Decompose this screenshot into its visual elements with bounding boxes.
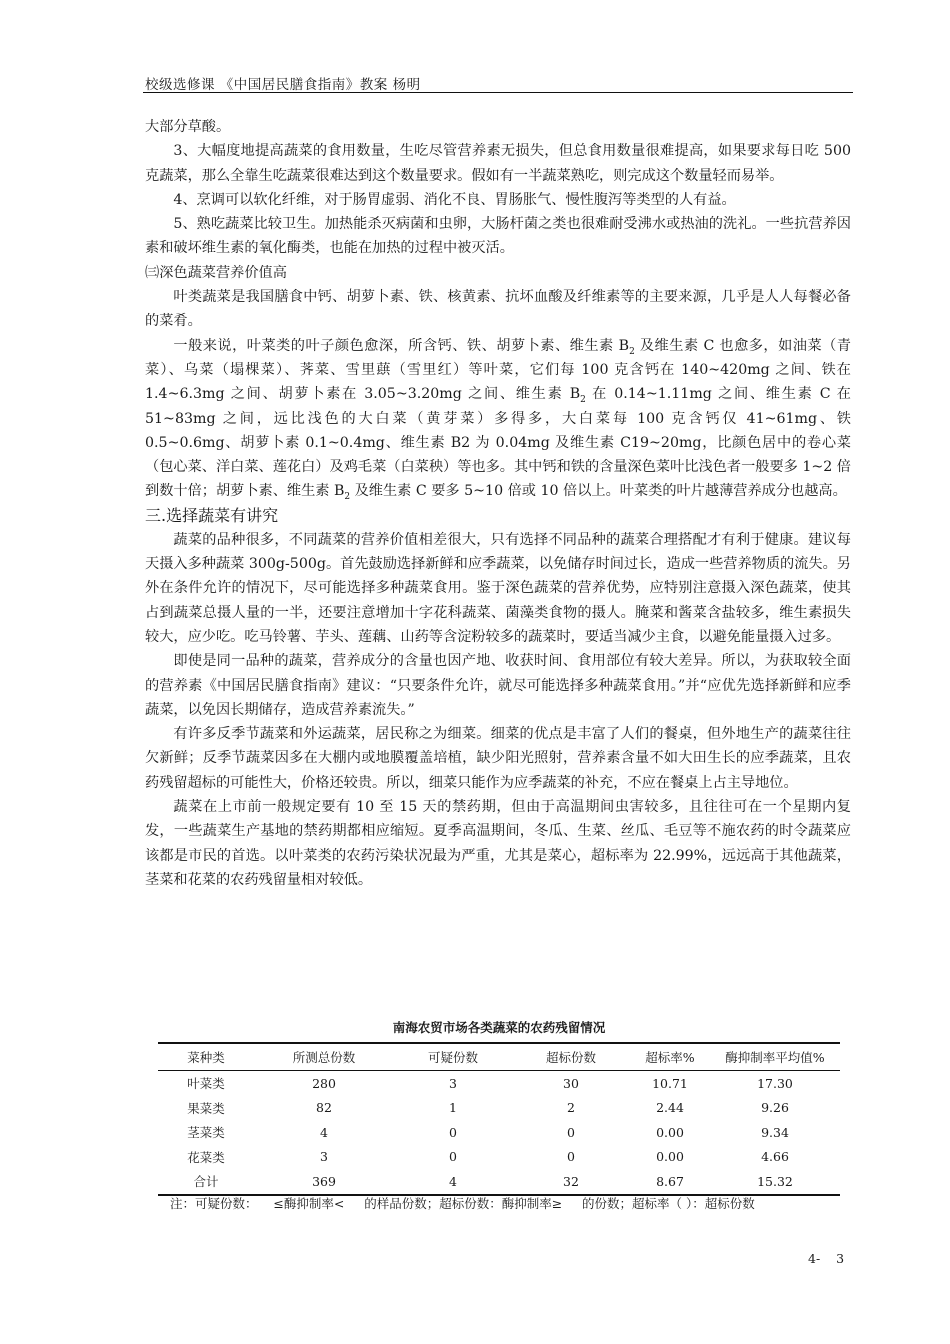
paragraph [145, 334, 851, 504]
table-total-row [158, 1169, 840, 1195]
table-cell: 280 [312, 1075, 336, 1091]
text-run: 一般来说，叶菜类的叶子颜色愈深，所含钙、铁、胡萝卜素、维生素 B [173, 337, 630, 354]
text-run: 及维生素 C 也愈多，如油菜（青菜）、乌菜（塌棵菜）、荠菜、雪里蕻（雪里红）等叶菜，它们每 100 克含钙在 140~420mg 之间、铁在 1.4~6.3mg 之间、胡萝卜素在 3.05~3.20mg 之间、维生素 B [145, 337, 851, 403]
table-cell: 15.32 [757, 1173, 793, 1189]
table-row [158, 1071, 840, 1096]
table-cell: 9.34 [761, 1124, 789, 1140]
table-row [158, 1120, 840, 1145]
table-footnote: 注：可疑份数： ≤酶抑制率< 的样品份数；超标份数：酶抑制率≥ 的份数；超标率（ ）：超标份数 [170, 1196, 755, 1211]
data-table [158, 1042, 840, 1196]
table-row [158, 1096, 840, 1121]
column-header: 超标份数 [545, 1050, 596, 1065]
table-cell: 果菜类 [187, 1100, 225, 1116]
header-rule [143, 92, 853, 93]
section-heading: 三.选择蔬菜有讲究 [145, 505, 279, 525]
page-header: 校级选修课 《中国居民膳食指南》教案 杨明 [145, 77, 421, 93]
subscript: 2 [580, 395, 586, 406]
paragraph: 大部分草酸。 [145, 119, 231, 135]
table-cell: 32 [563, 1173, 579, 1189]
table-cell: 10.71 [652, 1075, 688, 1091]
table-cell: 叶菜类 [187, 1076, 225, 1092]
table-header-row [158, 1043, 840, 1071]
table-cell: 0 [567, 1149, 575, 1165]
subsection-heading: ㈢深色蔬菜营养价值高 [145, 264, 287, 281]
paragraph: 叶类蔬菜是我国膳食中钙、胡萝卜素、铁、核黄素、抗坏血酸及纤维素等的主要来源，几乎是人人每餐必备的菜肴。 [145, 289, 851, 330]
table-cell: 2.44 [656, 1100, 684, 1116]
column-header: 菜种类 [187, 1050, 225, 1065]
table-cell: 0 [449, 1149, 457, 1165]
page-number: 4- 3 [808, 1251, 845, 1266]
table-row [158, 1145, 840, 1170]
table-cell: 合计 [193, 1174, 219, 1190]
table-cell: 茎菜类 [187, 1125, 225, 1141]
text-run: 在 0.14~1.11mg 之间、维生素 C 在 51~83mg 之间，远比浅色的大白菜（黄芽菜）多得多，大白菜每 100 克含钙仅 41~61mg、铁 0.5~0.6mg、胡萝卜素 0.1~0.4mg、维生素 B2 为 0.04mg 及维生素 C19~20mg，比颜色居中的卷心菜（包心菜、洋白菜、莲花白）及鸡毛菜（白菜秧）等也多。其中钙和铁的含量深色菜叶比浅色者一般要多 1~2 倍到数十倍；胡萝卜素、维生素 B [145, 386, 851, 500]
table-cell: 4.66 [761, 1149, 789, 1165]
text-run: 及维生素 C 要多 5~10 倍或 10 倍以上。叶菜类的叶片越薄营养成分也越高。 [350, 483, 847, 500]
paragraph: 即使是同一品种的蔬菜，营养成分的含量也因产地、收获时间、食用部位有较大差异。所以，为获取较全面的营养素《中国居民膳食指南》建议：“只要条件允许，就尽可能选择多种蔬菜食用。”并“应优先选择新鲜和应季蔬菜，以免因长期储存，造成营养素流失。” [145, 653, 851, 718]
paragraph: 5、熟吃蔬菜比较卫生。加热能杀灭病菌和虫卵，大肠杆菌之类也很难耐受沸水或热油的洗礼。一些抗营养因素和破坏维生素的氧化酶类，也能在加热的过程中被灭活。 [145, 216, 851, 257]
table-cell: 0 [567, 1124, 575, 1140]
subscript: 2 [344, 492, 351, 503]
table-cell: 花菜类 [187, 1149, 225, 1165]
table-cell: 82 [316, 1100, 332, 1116]
table-cell: 4 [449, 1173, 457, 1189]
pesticide-residue-table [158, 1018, 840, 1196]
table-title: 南海农贸市场各类蔬菜的农药残留情况 [392, 1020, 606, 1035]
column-header: 可疑份数 [427, 1050, 478, 1065]
table-cell: 30 [563, 1075, 579, 1091]
table-cell: 3 [320, 1149, 328, 1165]
table-cell: 4 [320, 1124, 328, 1140]
column-header: 所测总份数 [292, 1050, 356, 1065]
table-cell: 9.26 [761, 1100, 789, 1116]
paragraph: 蔬菜在上市前一般规定要有 10 至 15 天的禁药期，但由于高温期间虫害较多，且往往可在一个星期内复发，一些蔬菜生产基地的禁药期都相应缩短。夏季高温期间，冬瓜、生菜、丝瓜、毛豆等不施农药的时令蔬菜应该都是市民的首选。以叶菜类的农药污染状况最为严重，尤其是菜心，超标率为 22.99%，远远高于其他蔬菜，茎菜和花菜的农药残留量相对较低。 [145, 799, 851, 888]
table-cell: 369 [312, 1173, 336, 1189]
table-cell: 8.67 [656, 1173, 684, 1189]
table-cell: 0.00 [656, 1149, 684, 1165]
subscript: 2 [629, 346, 635, 357]
document-body [145, 115, 851, 892]
paragraph: 4、烹调可以软化纤维，对于肠胃虚弱、消化不良、胃肠胀气、慢性腹泻等类型的人有益。 [173, 191, 736, 208]
column-header: 酶抑制率平均值% [725, 1050, 825, 1065]
column-header: 超标率% [645, 1050, 695, 1065]
table-cell: 0 [449, 1124, 457, 1140]
table-cell: 17.30 [757, 1075, 793, 1091]
paragraph: 有许多反季节蔬菜和外运蔬菜，居民称之为细菜。细菜的优点是丰富了人们的餐桌，但外地生产的蔬菜往往欠新鲜；反季节蔬菜因多在大棚内或地膜覆盖培植，缺少阳光照射，营养素含量不如大田生长的应季蔬菜，且农药残留超标的可能性大，价格还较贵。所以，细菜只能作为应季蔬菜的补充，不应在餐桌上占主导地位。 [145, 726, 851, 791]
table-cell: 1 [449, 1100, 457, 1116]
paragraph: 3、大幅度地提高蔬菜的食用数量，生吃尽管营养素无损失，但总食用数量很难提高，如果要求每日吃 500 克蔬菜，那么全靠生吃蔬菜很难达到这个数量要求。假如有一半蔬菜熟吃，则完成这个数量轻而易举。 [145, 143, 851, 184]
table-cell: 3 [449, 1075, 457, 1091]
table-cell: 0.00 [656, 1124, 684, 1140]
table-cell: 2 [567, 1100, 575, 1116]
paragraph: 蔬菜的品种很多，不同蔬菜的营养价值相差很大，只有选择不同品种的蔬菜合理搭配才有利于健康。建议每天摄入多种蔬菜 300g-500g。首先鼓励选择新鲜和应季蔬菜，以免储存时间过长，造成一些营养物质的流失。另外在条件允许的情况下，尽可能选择多种蔬菜食用。鉴于深色蔬菜的营养优势，应特别注意摄入深色蔬菜，使其占到蔬菜总摄人量的一半，还要注意增加十字花科蔬菜、菌藻类食物的摄人。腌菜和酱菜含盐较多，维生素损失较大，应少吃。吃马铃薯、芋头、莲藕、山药等含淀粉较多的蔬菜时，要适当减少主食，以避免能量摄入过多。 [145, 531, 851, 645]
